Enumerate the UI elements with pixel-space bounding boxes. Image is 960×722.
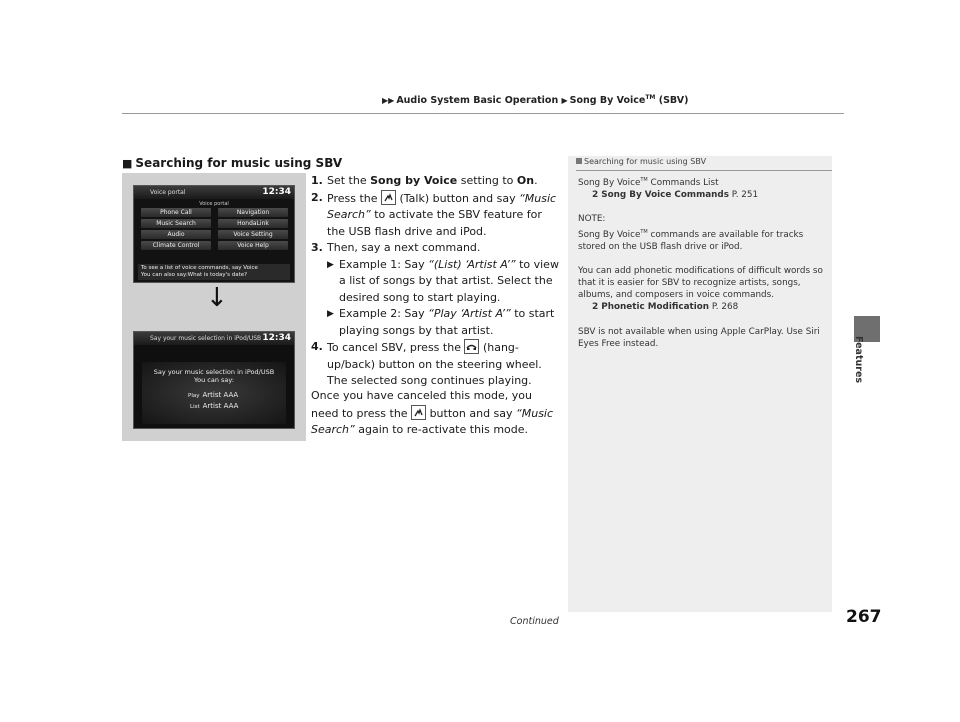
voice-setting-button: Voice Setting — [218, 230, 288, 239]
phonetic-reference-link[interactable]: 2 Phonetic Modification P. 268 — [592, 302, 739, 313]
phone-call-button: Phone Call — [141, 208, 211, 217]
step-2: 2. Press the (Talk) button and say “Music Search” to activate the SBV feature for the USB flash drive and iPod. — [311, 190, 557, 238]
climate-control-button: Climate Control — [141, 241, 211, 250]
note-marker-icon — [576, 158, 582, 164]
breadcrumb-section: Audio System Basic Operation — [396, 95, 559, 107]
note-paragraph: You can add phonetic modifications of difficult words so that it is easier for SBV to recognize artists, songs, albums, and composers in voice commands. 2 Phonetic Modification P. 268 — [578, 265, 823, 313]
header-divider — [122, 113, 844, 114]
section-heading: ■ Searching for music using SBV — [122, 156, 343, 170]
play-command-example: Play Artist AAA — [188, 391, 239, 399]
note-body — [578, 174, 824, 362]
music-prompt-line: Say your music selection in iPod/USB — [153, 368, 275, 376]
audio-button: Audio — [141, 230, 211, 239]
breadcrumb-arrow-icon: ▶▶ — [382, 96, 395, 106]
note-paragraph: NOTE: Song By Voice™ commands are available for tracks stored on the USB flash drive or iPod. — [578, 214, 804, 252]
music-prompt-sub: You can say: — [194, 376, 234, 384]
step-1: 1. Set the Song by Voice setting to On. — [311, 174, 538, 187]
talk-icon — [381, 190, 396, 205]
talk-icon — [411, 405, 426, 420]
note-commands-list: Song By Voice™ Commands List 2 Song By Voice Commands P. 251 — [578, 177, 759, 201]
screen-clock: 12:34 — [262, 187, 291, 197]
music-search-button: Music Search — [141, 219, 211, 228]
steps-list — [311, 173, 559, 390]
screen-title-bar: Voice portal — [134, 186, 294, 199]
section-square-icon: ■ — [122, 157, 133, 170]
music-selection-screen — [133, 331, 295, 429]
arrow-down-icon: ↓ — [206, 283, 228, 313]
step-4: 4. To cancel SBV, press the (hang-up/back) button on the steering wheel. The selected song continues playing. — [311, 340, 542, 387]
hondalink-button: HondaLink — [218, 219, 288, 228]
page-number: 267 — [846, 607, 882, 627]
figure-panel — [122, 173, 306, 441]
note-paragraph: SBV is not available when using Apple CarPlay. Use Siri Eyes Free instead. — [578, 326, 820, 349]
continued-label: Continued — [510, 616, 559, 627]
side-note-box — [568, 156, 832, 612]
screen-subtitle: Voice portal — [199, 201, 229, 207]
reference-arrow-icon: 2 — [592, 190, 599, 201]
example-1: ▶ Example 1: Say “(List) ‘Artist A’” to view a list of songs by that artist. Select the desired song to start playing. — [327, 257, 559, 304]
side-tab-label: Features — [853, 336, 864, 384]
closing-paragraph: Once you have canceled this mode, you need to press the button and say “Music Search” again to re-activate this mode. — [311, 389, 554, 436]
commands-reference-link[interactable]: 2 Song By Voice Commands P. 251 — [592, 190, 759, 201]
breadcrumb-arrow-icon: ▶ — [561, 96, 568, 106]
breadcrumb-topic: Song By Voice™ (SBV) — [569, 94, 689, 107]
step-3: 3. Then, say a next command. — [311, 241, 481, 254]
reference-arrow-icon: 2 — [592, 302, 599, 313]
list-command-example: List Artist AAA — [190, 402, 239, 410]
navigation-button: Navigation — [218, 208, 288, 217]
note-divider — [576, 170, 832, 171]
screen-clock: 12:34 — [262, 333, 291, 343]
hang-up-icon — [464, 339, 479, 354]
triangle-bullet-icon: ▶ — [327, 259, 334, 270]
screen-hint-bar: To see a list of voice commands, say Voice You can also say:What is today's date? — [138, 264, 290, 280]
screen-title-bar: Say your music selection in iPod/USB — [134, 332, 294, 345]
voice-portal-screen — [133, 185, 295, 283]
breadcrumb — [382, 94, 688, 106]
music-prompt-box — [142, 362, 286, 424]
voice-help-button: Voice Help — [218, 241, 288, 250]
triangle-bullet-icon: ▶ — [327, 309, 334, 319]
example-2: ▶ Example 2: Say “Play ‘Artist A’” to start playing songs by that artist. — [327, 307, 555, 337]
note-title: Searching for music using SBV — [576, 157, 706, 166]
